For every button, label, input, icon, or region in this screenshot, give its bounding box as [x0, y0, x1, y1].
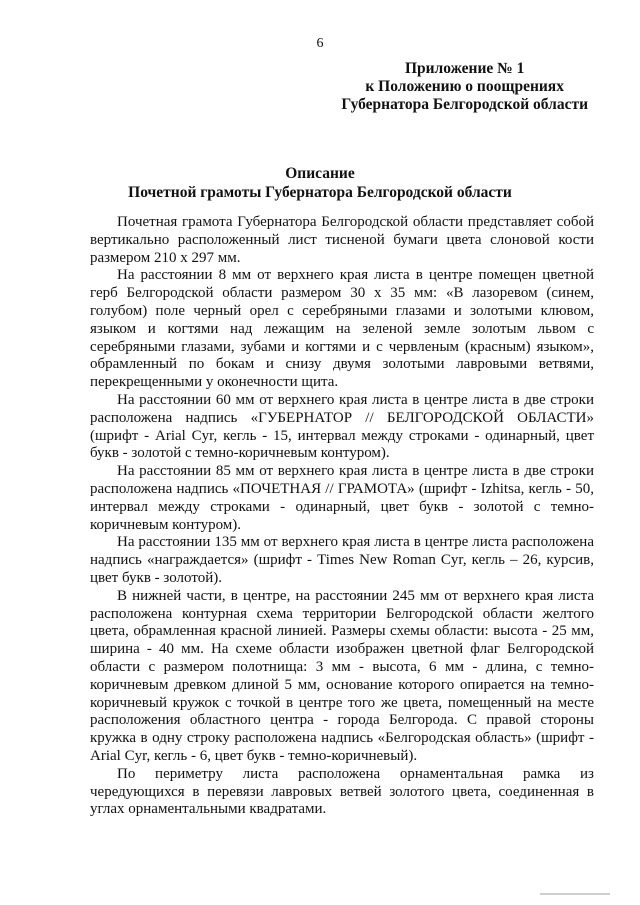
- paragraph: По периметру листа расположена орнаментальная рамка из чередующихся в перевязи лавровых ветвей золотого цвета, соединенная в углах орнаментальными квадратами.: [90, 765, 594, 818]
- page-number: 6: [316, 36, 324, 51]
- appendix-title: Приложение № 1: [404, 60, 525, 77]
- document-body: [90, 214, 594, 819]
- scan-artifact: [540, 893, 610, 895]
- paragraph: На расстоянии 135 мм от верхнего края листа в центре листа расположена надпись «награждается» (шрифт - Times New Roman Cyr, кегль – 26, курсив, цвет букв - золотой).: [90, 534, 594, 586]
- paragraph: На расстоянии 8 мм от верхнего края листа в центре помещен цветной герб Белгородской области размером 30 х 35 мм: «В лазоревом (синем, голубом) поле черный орел с серебряными глазами и золотыми клювом, языком и когтями над лежащим на зеленой земле золотым львом с серебряными глазами, зубами и когтями и с червленым (красным) языком», обрамленный по бокам и снизу двумя золотыми лавровыми ветвями, перекрещенными у оконечности щита.: [90, 267, 594, 391]
- heading-title: Описание: [285, 165, 355, 182]
- document-heading: [0, 164, 640, 202]
- paragraph: Почетная грамота Губернатора Белгородской области представляет собой вертикально расположенный лист тисненой бумаги цвета слоновой кости размером 210 х 297 мм.: [90, 214, 594, 266]
- paragraph: На расстоянии 60 мм от верхнего края листа в центре листа в две строки расположена надпись «ГУБЕРНАТОР // БЕЛГОРОДСКОЙ ОБЛАСТИ» (шрифт - Arial Cyr, кегль - 15, интервал между строками - одинарный, цвет букв - золотой с темно-коричневым контуром).: [90, 391, 594, 462]
- paragraph: В нижней части, в центре, на расстоянии 245 мм от верхнего края листа расположена контурная схема территории Белгородской области желтого цвета, обрамленная красной линией. Размеры схемы области: высота - 25 мм, ширина - 40 мм. На схеме области изображен цветной флаг Белгородской области с размером полотнища: 3 мм - высота, 6 мм - длина, с темно-коричневым древком длиной 5 мм, основание которого опирается на темно-коричневый кружок с точкой в центре того же цвета, помещенный на месте расположения областного центра - города Белгорода. С правой стороны кружка в одну строку расположена надпись «Белгородская область» (шрифт - Arial Cyr, кегль - 6, цвет букв - темно-коричневый).: [90, 587, 594, 764]
- appendix-authority: Губернатора Белгородской области: [341, 96, 588, 113]
- heading-subtitle: Почетной грамоты Губернатора Белгородской области: [128, 184, 512, 201]
- appendix-reference: к Положению о поощрениях: [365, 78, 564, 95]
- paragraph: На расстоянии 85 мм от верхнего края листа в центре листа в две строки расположена надпись «ПОЧЕТНАЯ // ГРАМОТА» (шрифт - Izhitsa, кегль - 50, интервал между строками - одинарный, цвет букв - золотой с темно-коричневым контуром).: [90, 463, 594, 533]
- appendix-header: [341, 60, 588, 114]
